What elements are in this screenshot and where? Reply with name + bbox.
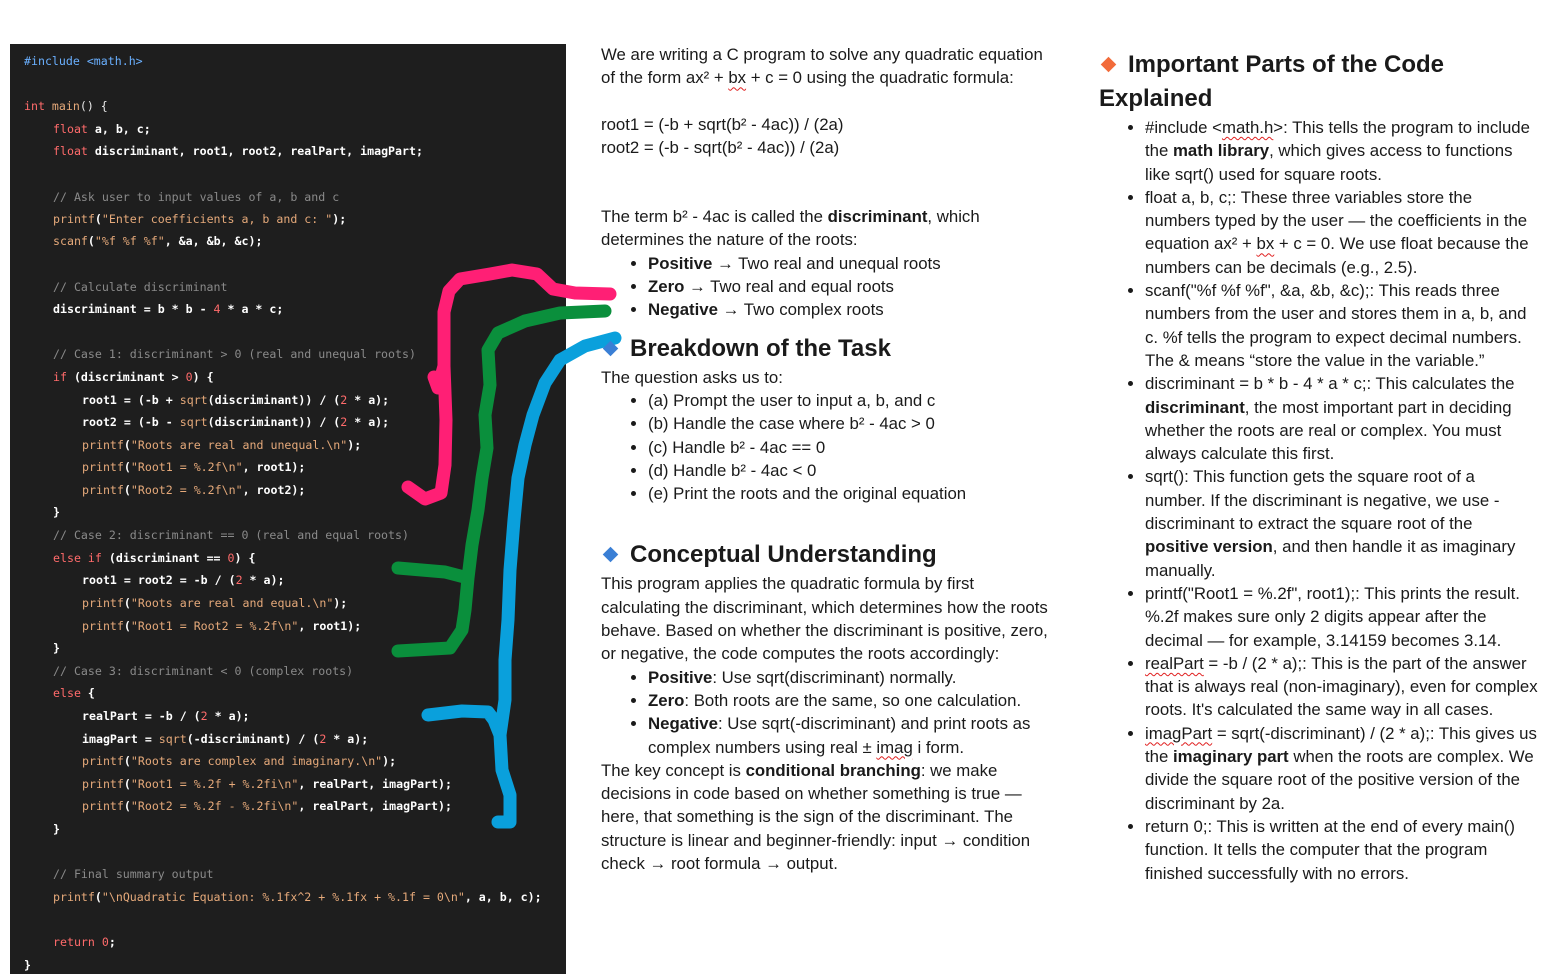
code-line [10, 278, 228, 296]
code-line [10, 165, 24, 183]
code-token: 0 [227, 551, 235, 565]
formula-root1: root1 = (-b + sqrt(b² - 4ac)) / (2a) [601, 114, 844, 134]
code-line [10, 752, 396, 770]
code-line [10, 820, 60, 838]
code-token: printf [82, 799, 124, 813]
code-part-text: math library [1173, 141, 1270, 161]
breakdown-heading: Breakdown of the Task [601, 332, 1051, 366]
code-part-text: scanf("%f %f %f", &a, &b, &c);: This reads three numbers from the user and stores them in a, b, and c. %f tells the program to expect decimal numbers. The & means “store the value in the variable.” [1145, 281, 1527, 370]
nature-text: → Two real and equal roots [684, 277, 894, 297]
code-part-text: positive version [1145, 537, 1273, 557]
code-part-text: , which gives access to functions like sqrt() used for square roots. [1145, 141, 1513, 184]
code-line [10, 345, 416, 363]
code-part-text: float a, b, c;: These three variables store the numbers typed by the user — the coefficients in the equation ax² + [1145, 187, 1528, 254]
code-line [10, 188, 339, 206]
code-line [10, 232, 262, 250]
code-token: 2 [340, 393, 348, 407]
code-token: ); [382, 754, 397, 768]
concept-item [648, 712, 1051, 759]
code-token: // Case 1: discriminant > 0 (real and unequal roots) [53, 347, 416, 361]
code-token: (discriminant)) / ( [207, 415, 341, 429]
nature-text: → Two complex roots [717, 300, 884, 320]
concept-text: : Use sqrt(discriminant) normally. [712, 667, 957, 687]
code-token: ( [123, 754, 131, 768]
code-token: (discriminant > [66, 370, 186, 384]
code-token: , root1); [298, 619, 362, 633]
code-token: 2 [200, 709, 208, 723]
code-part-item [1145, 372, 1539, 465]
code-token: 2 [340, 415, 348, 429]
code-line [10, 481, 305, 499]
code-part-text: bx [1256, 234, 1275, 254]
code-token: // Final summary output [53, 867, 214, 881]
code-part-text: discriminant = b * b - 4 * a * c;: This calculates the [1145, 374, 1515, 394]
code-token: } [53, 822, 60, 836]
code-line [10, 52, 143, 70]
nature-item [648, 298, 1051, 321]
code-part-text: + c = 0. We use float because the numbers can be decimals (e.g., 2.5). [1145, 234, 1529, 277]
code-part-item [1145, 652, 1539, 722]
code-token: main [44, 99, 80, 113]
code-line [10, 255, 24, 273]
code-token: "Root2 = %.2f\n" [130, 483, 243, 497]
code-token: imagPart = [82, 732, 159, 746]
nature-of-roots-list [601, 252, 1051, 322]
code-token: , &a, &b, &c); [164, 234, 263, 248]
concept-item [648, 666, 1051, 689]
code-token: printf [82, 619, 124, 633]
code-line [10, 843, 24, 861]
code-token: ( [123, 438, 131, 452]
discriminant-paragraph: The term b² - 4ac is called the discriminant, which determines the nature of the roots: [601, 207, 980, 250]
code-token: * a); [347, 415, 390, 429]
code-token: "Roots are complex and imaginary.\n" [130, 754, 383, 768]
code-line [10, 707, 250, 725]
code-token: if [53, 370, 67, 384]
breakdown-item: • (d) Handle b² - 4ac < 0 [648, 459, 1051, 482]
code-line [10, 436, 361, 454]
code-part-item [1145, 465, 1539, 581]
code-token: * a * c; [220, 302, 284, 316]
code-token: ); [347, 438, 362, 452]
code-token: sqrt [179, 415, 208, 429]
code-line [10, 526, 409, 544]
code-part-item [1145, 279, 1539, 372]
code-token: { [80, 686, 95, 700]
nature-item [648, 275, 1051, 298]
code-part-text: >: This tells the program to include the [1145, 118, 1530, 161]
nature-item [648, 252, 1051, 275]
breakdown-item: • (c) Handle b² - 4ac == 0 [648, 436, 1051, 459]
code-token: printf [82, 754, 124, 768]
nature-label: Positive [648, 253, 713, 273]
code-part-text: sqrt(): This function gets the square root of a number. If the discriminant is negative, we use -discriminant to extract the square root of the [1145, 467, 1500, 534]
code-line [10, 571, 284, 589]
code-parts-column [1099, 48, 1539, 885]
code-line [10, 75, 24, 93]
code-token: #include <math.h> [24, 54, 143, 68]
code-line [10, 865, 214, 883]
code-token: ; [108, 935, 116, 949]
concept-text-after: i form. [912, 737, 965, 757]
code-line [10, 120, 151, 138]
diamond-bullet-icon [1101, 57, 1117, 73]
code-part-text: , and then handle it as imaginary manually. [1145, 537, 1516, 580]
concept-label: Positive [648, 667, 713, 687]
concept-list [601, 666, 1051, 759]
code-token: discriminant, root1, root2, realPart, imagPart; [87, 144, 423, 158]
code-token: "Root1 = Root2 = %.2f\n" [130, 619, 299, 633]
code-token: "Root1 = %.2f\n" [130, 460, 243, 474]
code-token: 4 [213, 302, 221, 316]
code-token: float [53, 144, 88, 158]
code-token: , root2); [242, 483, 306, 497]
code-token: , realPart, imagPart); [298, 777, 452, 791]
concept-text: : Use sqrt(-discriminant) and print roots as complex numbers using real ± [648, 714, 1031, 757]
code-part-text: when the roots are complex. We divide the square root of the positive version of the discriminant by 2a. [1145, 747, 1534, 813]
code-parts-list [1099, 116, 1539, 885]
code-token: ( [94, 890, 102, 904]
code-part-text: = -b / (2 * a);: This is the part of the answer that is always real (non-imaginary), even for complex roots. It's calculated the same way in all cases. [1145, 653, 1538, 720]
code-line [10, 617, 361, 635]
breakdown-list [601, 389, 1051, 505]
code-line [10, 730, 368, 748]
code-line [10, 888, 542, 906]
code-token: else [53, 686, 81, 700]
code-token: root1 = (-b + [82, 393, 180, 407]
code-line [10, 797, 452, 815]
code-token: root1 = root2 = -b / ( [82, 573, 236, 587]
code-token: ( [94, 212, 102, 226]
code-part-text: , the most important part in deciding whether the roots are real or complex. You must always calculate this first. [1145, 397, 1512, 464]
code-line [10, 458, 305, 476]
concept-intro: This program applies the quadratic formula by first calculating the discriminant, which determines how the roots behave. Based on whether the discriminant is positive, zero, or negative, the code computes the roots accordingly: [601, 574, 1048, 664]
code-line [10, 300, 283, 318]
code-line [10, 684, 95, 702]
breakdown-intro: The question asks us to: [601, 367, 783, 387]
code-token: printf [53, 890, 95, 904]
concept-label: Zero [648, 690, 685, 710]
code-token: , root1); [242, 460, 306, 474]
code-token: printf [82, 483, 124, 497]
code-token: , realPart, imagPart); [298, 799, 452, 813]
code-line [10, 639, 60, 657]
code-token: // Ask user to input values of a, b and c [53, 190, 340, 204]
code-token: } [24, 958, 31, 972]
code-token: root2 = (-b - [82, 415, 180, 429]
nature-text: → Two real and unequal roots [712, 253, 941, 273]
code-token: printf [82, 460, 124, 474]
code-token: "Enter coefficients a, b and c: " [101, 212, 333, 226]
code-part-text: = sqrt(-discriminant) / (2 * a);: This gives us the [1145, 723, 1537, 767]
code-token: sqrt [158, 732, 187, 746]
code-token: // Calculate discriminant [53, 280, 228, 294]
breakdown-item: • (a) Prompt the user to input a, b, and c [648, 389, 1051, 412]
code-token: ); [333, 596, 348, 610]
code-token: printf [82, 438, 124, 452]
code-token: ( [123, 460, 131, 474]
concept-squiggle-word: imag [876, 737, 913, 757]
code-line [10, 911, 24, 929]
code-part-item [1145, 116, 1539, 186]
nature-label: Zero [648, 277, 685, 297]
code-token: ) { [234, 551, 256, 565]
code-token: ( [123, 619, 131, 633]
code-token: 2 [235, 573, 243, 587]
code-token: 0 [185, 370, 193, 384]
code-token [95, 935, 102, 949]
code-token: ( [123, 799, 131, 813]
code-part-text: math.h [1221, 118, 1274, 137]
code-token: (discriminant)) / ( [207, 393, 341, 407]
code-token: (-discriminant) / ( [186, 732, 320, 746]
code-part-text: return 0;: This is written at the end of every main() function. It tells the computer that the program finished successfully with no errors. [1145, 816, 1515, 883]
code-token: ( [123, 483, 131, 497]
code-token: return [53, 935, 95, 949]
code-token: realPart = -b / ( [82, 709, 201, 723]
code-parts-heading: Important Parts of the Code Explained [1099, 51, 1445, 112]
code-line [10, 323, 24, 341]
code-line [10, 97, 108, 115]
concept-heading: Conceptual Understanding [601, 538, 1051, 572]
code-token: , a, b, c); [464, 890, 542, 904]
code-line [10, 413, 389, 431]
code-token: ( [123, 596, 131, 610]
diamond-bullet-icon [603, 547, 619, 563]
code-token: "Roots are real and equal.\n" [130, 596, 334, 610]
code-part-text: realPart [1145, 653, 1204, 673]
code-line [10, 775, 452, 793]
code-token: (discriminant == [101, 551, 228, 565]
code-token: () { [79, 99, 108, 113]
code-token: printf [82, 777, 124, 791]
code-part-item [1145, 815, 1539, 885]
code-line [10, 503, 60, 521]
code-token: * a); [207, 709, 250, 723]
code-token: * a); [347, 393, 390, 407]
code-line [10, 368, 214, 386]
code-token: "%f %f %f" [94, 234, 165, 248]
code-line [10, 391, 389, 409]
code-part-text: imaginary part [1173, 747, 1289, 767]
code-token: // Case 3: discriminant < 0 (complex roots) [53, 664, 354, 678]
breakdown-item: • (e) Print the roots and the original equation [648, 482, 1051, 505]
code-token: } [53, 641, 60, 655]
formula-root2: root2 = (-b - sqrt(b² - 4ac)) / (2a) [601, 137, 840, 157]
code-line [10, 956, 31, 974]
code-token: ( [87, 234, 95, 248]
code-line [10, 210, 346, 228]
code-token: sqrt [179, 393, 208, 407]
code-part-text: printf("Root1 = %.2f", root1);: This prints the result. %.2f makes sure only 2 digits appear after the decimal — for example, 3.14159 becomes 3.14. [1145, 583, 1520, 650]
explanation-column [601, 43, 1051, 875]
code-token: printf [53, 212, 95, 226]
nature-label: Negative [648, 300, 718, 320]
code-token: // Case 2: discriminant == 0 (real and equal roots) [53, 528, 409, 542]
code-token: int [24, 99, 45, 113]
code-token: 0 [101, 935, 109, 949]
code-part-item [1145, 582, 1539, 652]
code-token: "Roots are real and unequal.\n" [130, 438, 348, 452]
code-token: printf [82, 596, 124, 610]
code-part-text: imagPart [1145, 723, 1213, 743]
code-line [10, 662, 353, 680]
code-token: "Root2 = %.2f - %.2fi\n" [130, 799, 299, 813]
code-token: "\nQuadratic Equation: %.1fx^2 + %.1fx + %.1f = 0\n" [101, 890, 465, 904]
intro-paragraph: We are writing a C program to solve any quadratic equation of the form ax² + bx + c = 0 using the quadratic formula: [601, 45, 1043, 88]
code-editor-panel [10, 44, 566, 974]
code-token: else if [53, 551, 102, 565]
breakdown-item: • (b) Handle the case where b² - 4ac > 0 [648, 412, 1051, 435]
code-token: * a); [242, 573, 285, 587]
code-line [10, 142, 423, 160]
code-token: scanf [53, 234, 88, 248]
concept-text: : Both roots are the same, so one calculation. [684, 690, 1022, 710]
code-token: discriminant = b * b - [53, 302, 214, 316]
code-token: } [53, 505, 60, 519]
code-token: "Root1 = %.2f + %.2fi\n" [130, 777, 299, 791]
code-token: float [53, 122, 88, 136]
code-part-text: #include < [1145, 118, 1222, 137]
concept-item [648, 689, 1051, 712]
code-token: a, b, c; [87, 122, 151, 136]
code-part-text: discriminant [1145, 397, 1245, 417]
code-line [10, 933, 116, 951]
code-token: * a); [326, 732, 369, 746]
code-part-item [1145, 722, 1539, 815]
code-token: ) { [192, 370, 214, 384]
code-line [10, 594, 347, 612]
code-line [10, 549, 255, 567]
code-token: 2 [319, 732, 327, 746]
concept-outro: The key concept is conditional branching: we make decisions in code based on whether something is true — here, that something is the sign of the discriminant. The structure is linear and beginner-friendly: input → condition check → root formula → output. [601, 760, 1031, 874]
code-part-item [1145, 186, 1539, 279]
diamond-bullet-icon [603, 340, 619, 356]
code-token: ( [123, 777, 131, 791]
concept-label: Negative [648, 714, 718, 734]
code-token: ); [332, 212, 347, 226]
